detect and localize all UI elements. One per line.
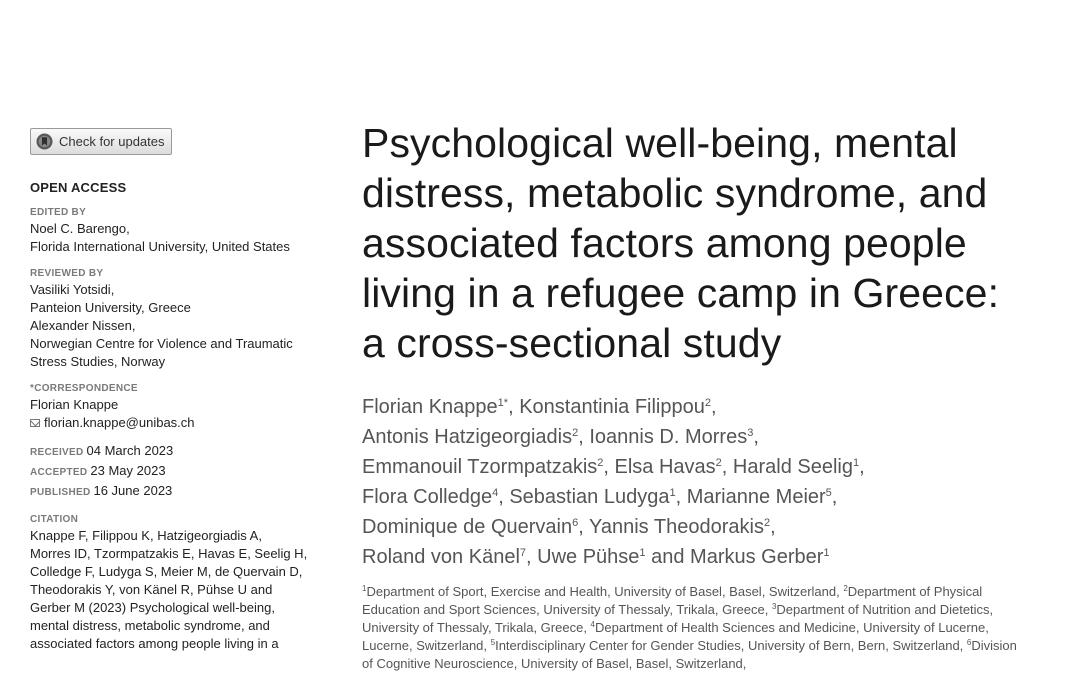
author-affiliation-sup: 2 <box>763 517 771 529</box>
author-name[interactable]: Marianne Meier <box>686 486 826 508</box>
article-header <box>362 118 1042 673</box>
author-affiliation-sup: 5 <box>825 487 832 499</box>
editor-line: Noel C. Barengo, <box>30 221 130 236</box>
author-name[interactable]: Roland von Känel <box>362 546 520 568</box>
author-line <box>362 482 1042 512</box>
edited-by-label: EDITED BY <box>30 207 87 218</box>
affiliations <box>362 583 1027 673</box>
author-line <box>362 542 1042 572</box>
author-affiliation-sup: 2 <box>572 427 579 439</box>
author-name[interactable]: Antonis Hatzigeorgiadis <box>362 426 573 448</box>
affiliation-sup: 2 <box>843 584 848 593</box>
author-separator: , <box>675 486 687 508</box>
affiliation-sup: 3 <box>771 602 777 611</box>
correspondence-label: *CORRESPONDENCE <box>30 383 138 394</box>
author-name[interactable]: Uwe Pühse <box>537 546 640 568</box>
author-affiliation-sup: 1 <box>853 457 860 469</box>
author-name[interactable]: Yannis Theodorakis <box>589 516 764 538</box>
citation-label: CITATION <box>30 514 79 525</box>
correspondence-name: Florian Knappe <box>30 397 119 412</box>
author-separator: , <box>526 546 538 568</box>
author-affiliation-sup: 2 <box>715 457 722 469</box>
author-affiliation-sup: 1 <box>639 547 646 559</box>
citation-line: Theodorakis Y, von Känel R, Pühse U and <box>30 582 273 597</box>
author-separator: and <box>645 546 691 568</box>
author-separator: , <box>578 516 590 538</box>
received-label: RECEIVED <box>30 447 84 458</box>
title-line: a cross-sectional study <box>362 320 782 366</box>
affiliation-text: Interdisciplinary Center for Gender Studies, University of Bern, Bern, Switzerland, <box>495 638 967 653</box>
affiliation-sup: 1 <box>362 584 367 593</box>
bookmark-update-icon <box>36 133 53 150</box>
author-name[interactable]: Flora Colledge <box>362 486 493 508</box>
reviewed-by-section <box>30 268 340 371</box>
reviewer-line: Vasiliki Yotsidi, <box>30 282 115 297</box>
citation-line: Colledge F, Ludyga S, Meier M, de Quervain D, <box>30 564 303 579</box>
citation-text <box>30 527 340 653</box>
citation-line: Morres ID, Tzormpatzakis E, Havas E, Seelig H, <box>30 546 308 561</box>
dates-section <box>30 442 340 502</box>
author-line <box>362 392 1042 422</box>
citation-line: associated factors among people living in a <box>30 636 279 651</box>
title-line: living in a refugee camp in Greece: <box>362 270 1000 316</box>
check-for-updates-button[interactable] <box>30 128 172 155</box>
affiliation-text: Division of Cognitive Neuroscience, University of Basel, Basel, Switzerland, <box>362 638 1017 671</box>
author-name[interactable]: Florian Knappe <box>362 396 498 418</box>
author-name[interactable]: Ioannis D. Morres <box>589 426 748 448</box>
author-separator: , <box>859 456 865 478</box>
author-separator: , <box>721 456 733 478</box>
published-label: PUBLISHED <box>30 487 91 498</box>
author-affiliation-sup: 6 <box>572 517 579 529</box>
reviewer-line: Panteion University, Greece <box>30 300 191 315</box>
reviewer-line: Alexander Nissen, <box>30 318 136 333</box>
affiliation-text: Department of Physical Education and Sport Sciences, University of Thessaly, Trikala, Greece, <box>362 584 983 617</box>
affiliation-sup: 4 <box>590 620 595 629</box>
author-name[interactable]: Emmanouil Tzormpatzakis <box>362 456 598 478</box>
affiliation-text: Department of Nutrition and Dietetics, University of Thessaly, Trikala, Greece, <box>362 602 994 635</box>
correspondence-email[interactable]: florian.knappe@unibas.ch <box>44 415 195 430</box>
citation-line: Knappe F, Filippou K, Hatzigeorgiadis A, <box>30 528 262 543</box>
author-affiliation-sup: 1* <box>497 397 509 409</box>
author-separator: , <box>753 426 759 448</box>
author-affiliation-sup: 7 <box>519 547 527 559</box>
author-affiliation-sup: 4 <box>492 487 499 499</box>
editor-line: Florida International University, United States <box>30 239 290 254</box>
reviewer-line: Stress Studies, Norway <box>30 354 166 369</box>
reviewed-by-label: REVIEWED BY <box>30 268 104 279</box>
accepted-date: 23 May 2023 <box>90 463 166 478</box>
citation-line: mental distress, metabolic syndrome, and <box>30 618 270 633</box>
citation-section <box>30 514 340 653</box>
affiliation-text: Department of Health Sciences and Medicine, University of Lucerne, Lucerne, Switzerland, <box>362 620 989 653</box>
open-access-label: OPEN ACCESS <box>30 180 127 195</box>
author-name[interactable]: Markus Gerber <box>690 546 824 568</box>
author-name[interactable]: Sebastian Ludyga <box>509 486 670 508</box>
author-name[interactable]: Dominique de Quervain <box>362 516 573 538</box>
received-date: 04 March 2023 <box>86 443 174 458</box>
author-separator: , <box>770 516 776 538</box>
correspondence-section <box>30 383 340 432</box>
author-name[interactable]: Elsa Havas <box>614 456 716 478</box>
author-line <box>362 422 1042 452</box>
author-line <box>362 452 1042 482</box>
accepted-label: ACCEPTED <box>30 467 88 478</box>
author-affiliation-sup: 2 <box>597 457 604 469</box>
author-separator: , <box>578 426 590 448</box>
article-sidebar <box>30 128 340 653</box>
mail-icon <box>30 419 40 427</box>
author-line <box>362 512 1042 542</box>
edited-by-section <box>30 207 340 256</box>
author-separator: , <box>498 486 510 508</box>
author-name[interactable]: Konstantinia Filippou <box>519 396 705 418</box>
citation-line: Gerber M (2023) Psychological well-being, <box>30 600 275 615</box>
affiliation-text: Department of Sport, Exercise and Health, University of Basel, Basel, Switzerland, <box>366 584 844 599</box>
author-separator: , <box>603 456 615 478</box>
correspondence-email-row[interactable] <box>30 414 340 432</box>
affiliation-sup: 6 <box>966 638 972 647</box>
title-line: associated factors among people <box>362 220 967 266</box>
author-separator: , <box>831 486 838 508</box>
check-for-updates-label: Check for updates <box>59 134 165 149</box>
author-separator: , <box>508 396 520 418</box>
author-list <box>362 392 1042 572</box>
published-date: 16 June 2023 <box>93 483 173 498</box>
article-title <box>362 118 1042 368</box>
author-name[interactable]: Harald Seelig <box>732 456 853 478</box>
reviewer-line: Norwegian Centre for Violence and Traumatic <box>30 336 293 351</box>
author-affiliation-sup: 3 <box>747 427 754 439</box>
author-affiliation-sup: 2 <box>704 397 711 409</box>
affiliation-sup: 5 <box>490 638 496 647</box>
title-line: distress, metabolic syndrome, and <box>362 170 988 216</box>
author-separator: , <box>711 396 717 418</box>
title-line: Psychological well-being, mental <box>362 120 958 166</box>
author-affiliation-sup: 1 <box>669 487 676 499</box>
author-affiliation-sup: 1 <box>823 547 830 559</box>
